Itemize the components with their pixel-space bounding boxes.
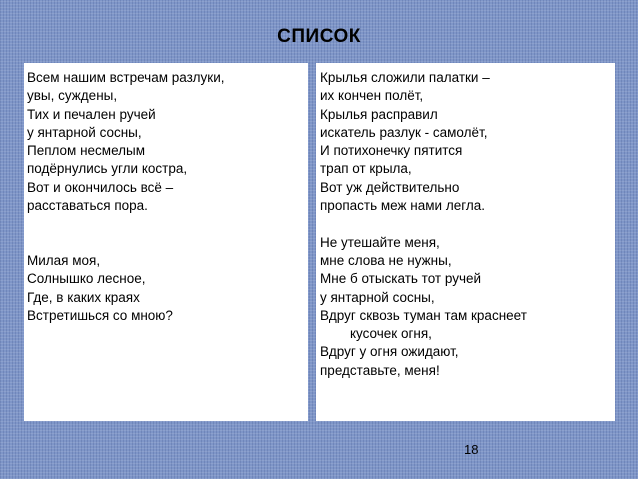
poem-line: Вот уж действительно bbox=[320, 179, 460, 195]
poem-line: представьте, меня! bbox=[320, 362, 440, 378]
poem-line: их кончен полёт, bbox=[320, 88, 424, 104]
poem-line: Мне б отыскать тот ручей bbox=[320, 271, 482, 287]
chorus-line: Встретишься со мною? bbox=[27, 307, 173, 323]
stanza-gap bbox=[320, 215, 615, 233]
poem-line: у янтарной сосны, bbox=[27, 124, 142, 140]
poem-line: у янтарной сосны, bbox=[320, 289, 435, 305]
poem-line: Не утешайте меня, bbox=[320, 234, 440, 250]
poem-line: Тих и печален ручей bbox=[27, 106, 156, 122]
chorus-line: Где, в каких краях bbox=[27, 289, 140, 305]
poem-line: Пеплом несмелым bbox=[27, 143, 146, 159]
poem-line: Крылья расправил bbox=[320, 106, 438, 122]
poem-line: расставаться пора. bbox=[27, 198, 148, 214]
chorus-line: Милая моя, bbox=[27, 252, 101, 268]
poem-line: искатель разлук - самолёт, bbox=[320, 124, 488, 140]
right-text-panel bbox=[316, 63, 615, 421]
left-text-panel bbox=[24, 63, 308, 421]
poem-line: Всем нашим встречам разлуки, bbox=[27, 70, 225, 85]
poem-line: пропасть меж нами легла. bbox=[320, 198, 485, 214]
poem-line: Вот и окончилось всё – bbox=[27, 179, 174, 195]
stanza-gap bbox=[27, 215, 308, 252]
poem-line: Крылья сложили палатки – bbox=[320, 70, 490, 85]
chorus-line: Солнышко лесное, bbox=[27, 271, 146, 287]
page-number: 18 bbox=[464, 442, 479, 457]
poem-line: увы, суждены, bbox=[27, 88, 118, 104]
poem-line: Вдруг у огня ожидают, bbox=[320, 344, 459, 360]
poem-line: И потихонечку пятится bbox=[320, 143, 463, 159]
poem-line: Вдруг сквозь туман там краснеет bbox=[320, 307, 527, 323]
slide-title: СПИСОК bbox=[277, 26, 361, 47]
poem-line: подёрнулись угли костра, bbox=[27, 161, 188, 177]
poem-line: мне слова не нужны, bbox=[320, 252, 452, 268]
poem-line: трап от крыла, bbox=[320, 161, 412, 177]
poem-line: кусочек огня, bbox=[350, 326, 432, 342]
